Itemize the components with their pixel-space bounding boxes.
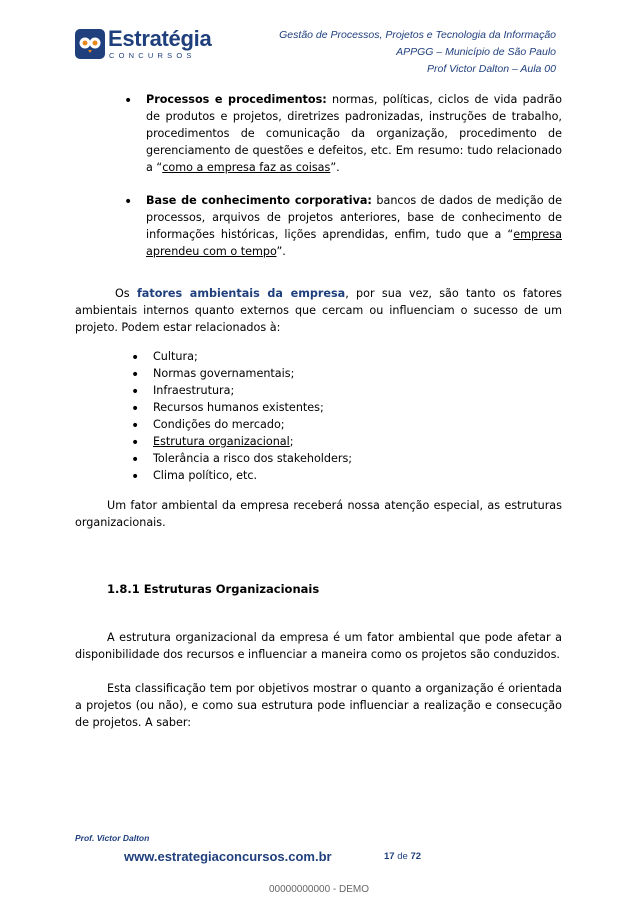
bullet-base-conhecimento (146, 193, 562, 261)
bullet-dot: • (131, 401, 140, 417)
highlight-term: fatores ambientais da empresa (136, 287, 346, 300)
page-of: de (394, 851, 411, 862)
bullet-dot: • (124, 93, 133, 109)
bullet-tail: ”. (276, 244, 286, 258)
header-exam: APPGG – Município de São Paulo (396, 46, 556, 58)
bullet-text: normas, políticas, ciclos de vida padrão de produtos e projetos, diretrizes padronizadas, instruções de trabalho, procedimentos de comunicação da organização, procedimento de gerenciamento de questões e defeitos, etc. Em resumo: tudo relacionado a “ (146, 93, 562, 174)
list-item: Cultura; (153, 350, 198, 363)
bullet-term: Base de conhecimento corporativa: (146, 194, 372, 207)
footer-author: Prof. Victor Dalton (75, 833, 150, 843)
demo-watermark: 00000000000 - DEMO (268, 884, 370, 895)
paragraph-fator-ambiental: Um fator ambiental da empresa receberá nossa atenção especial, as estruturas organizacionais. (75, 499, 562, 529)
paragraph-lead: Os (115, 287, 137, 300)
logo-wordmark: Estratégia (108, 26, 212, 51)
paragraph-classificacao: Esta classificação tem por objetivos mostrar o quanto a organização é orientada a projetos (ou não), e como sua estrutura pode influenciar a realização e consecução de projetos. A saber: (75, 682, 562, 729)
list-item: Clima político, etc. (153, 469, 258, 482)
list-item: Normas governamentais; (153, 367, 295, 380)
logo-subtitle: CONCURSOS (109, 51, 196, 60)
list-item-link[interactable]: Estrutura organizacional (153, 435, 290, 448)
bullet-dot: • (131, 418, 140, 434)
bullet-text: bancos de dados de medição de processos, arquivos de projetos anteriores, base de conhecimento de informações históricas, lições aprendidas, enfim, tudo que a “ (146, 194, 562, 241)
paragraph-fatores (75, 286, 562, 337)
bullet-dot: • (131, 469, 140, 485)
list-item-suffix: ; (289, 435, 294, 448)
owl-logo-icon (75, 29, 105, 59)
paragraph-rest: , por sua vez, são tanto os fatores ambientais internos quanto externos que cercam ou influenciam o sucesso de um projeto. Podem estar relacionados à: (75, 287, 562, 334)
bullet-dot: • (131, 367, 140, 383)
brand-logo (75, 27, 215, 61)
header-course: Gestão de Processos, Projetos e Tecnologia da Informação (279, 29, 556, 41)
list-item: Tolerância a risco dos stakeholders; (153, 452, 353, 465)
list-item-estrutura (153, 434, 294, 451)
page-current: 17 (384, 851, 395, 862)
footer-url-link[interactable]: www.estrategiaconcursos.com.br (124, 849, 332, 864)
page-total: 72 (410, 851, 422, 862)
bullet-term: Processos e procedimentos: (146, 93, 327, 106)
bullet-link[interactable]: empresa aprendeu com o tempo (146, 227, 562, 258)
paragraph-estrutura: A estrutura organizacional da empresa é um fator ambiental que pode afetar a disponibilidade dos recursos e influenciar a maneira como os projetos são conduzidos. (75, 631, 562, 661)
bullet-tail: ”. (330, 160, 340, 174)
bullet-link[interactable]: como a empresa faz as coisas (162, 160, 331, 174)
bullet-dot: • (131, 350, 140, 366)
section-title: 1.8.1 Estruturas Organizacionais (107, 582, 320, 596)
bullet-processos (146, 92, 562, 177)
page-number (384, 851, 421, 862)
list-item: Recursos humanos existentes; (153, 401, 324, 414)
list-item: Condições do mercado; (153, 418, 285, 431)
bullet-dot: • (131, 452, 140, 468)
list-item: Infraestrutura; (153, 384, 235, 397)
bullet-dot: • (131, 384, 140, 400)
bullet-dot: • (124, 194, 133, 210)
bullet-dot: • (131, 435, 140, 451)
header-teacher: Prof Victor Dalton – Aula 00 (427, 63, 556, 75)
